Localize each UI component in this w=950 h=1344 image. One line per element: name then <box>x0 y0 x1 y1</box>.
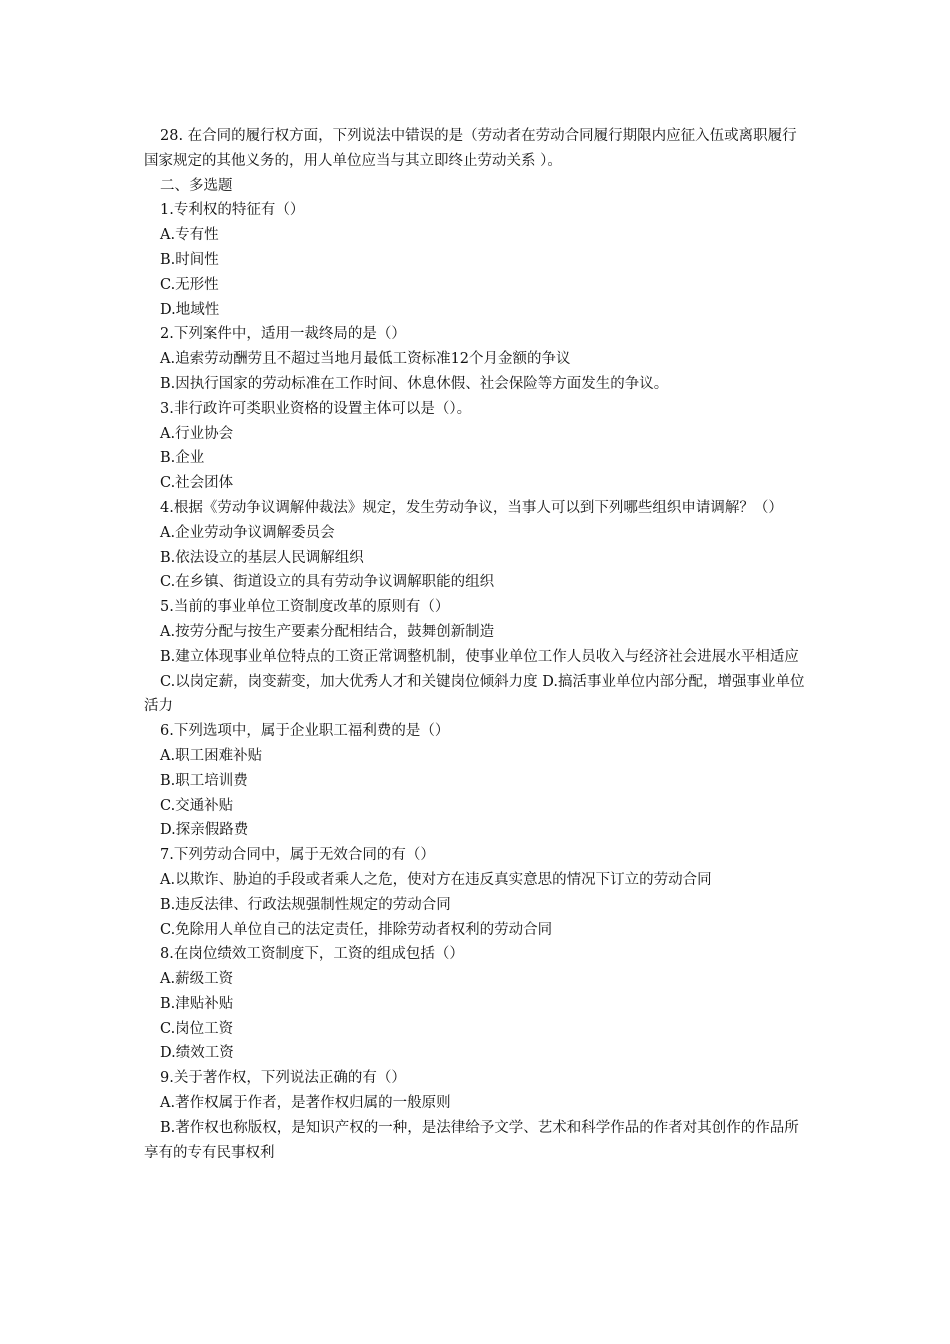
text-line: C.无形性 <box>160 276 219 293</box>
text-line: B.津贴补贴 <box>160 995 234 1012</box>
text-line: C.在乡镇、街道设立的具有劳动争议调解职能的组织 <box>160 574 495 591</box>
text-line: B.企业 <box>160 450 205 467</box>
text-line: B.建立体现事业单位特点的工资正常调整机制，使事业单位工作人员收入与经济社会进展水平相适应 <box>160 648 799 665</box>
text-line: A.以欺诈、胁迫的手段或者乘人之危，使对方在违反真实意思的情况下订立的劳动合同 <box>160 871 712 888</box>
text-line: 6.下列选项中，属于企业职工福利费的是（） <box>160 723 450 740</box>
text-line: A.薪级工资 <box>160 971 234 988</box>
text-line: D.地域性 <box>160 301 220 318</box>
text-line: 8.在岗位绩效工资制度下，工资的组成包括（） <box>160 946 464 963</box>
text-line: B.著作权也称版权，是知识产权的一种，是法律给予文学、艺术和科学作品的作者对其创作的作品所享有的专有民事权利 <box>144 1119 799 1161</box>
text-line: C.交通补贴 <box>160 797 234 814</box>
text-line: A.专有性 <box>160 227 219 244</box>
text-line: A.著作权属于作者，是著作权归属的一般原则 <box>160 1095 451 1112</box>
text-line: C.以岗定薪，岗变薪变，加大优秀人才和关键岗位倾斜力度 D.搞活事业单位内部分配，增强事业单位活力 <box>144 673 805 715</box>
text-line: B.依法设立的基层人民调解组织 <box>160 549 364 566</box>
text-line: C.岗位工资 <box>160 1020 234 1037</box>
text-line: A.按劳分配与按生产要素分配相结合，鼓舞创新制造 <box>160 623 495 640</box>
text-line: 二、多选题 <box>160 177 233 194</box>
text-line: 2.下列案件中，适用一裁终局的是（） <box>160 326 406 343</box>
text-line: 9.关于著作权，下列说法正确的有（） <box>160 1070 406 1087</box>
text-line: 1.专利权的特征有（） <box>160 202 305 219</box>
text-line: 4.根据《劳动争议调解仲裁法》规定，发生劳动争议，当事人可以到下列哪些组织申请调解？（） <box>160 499 783 516</box>
text-line: 3.非行政许可类职业资格的设置主体可以是（）。 <box>160 400 472 417</box>
text-line: 28. 在合同的履行权方面，下列说法中错误的是（劳动者在劳动合同履行期限内应征入伍或离职履行国家规定的其他义务的，用人单位应当与其立即终止劳动关系 ）。 <box>144 128 797 169</box>
text-line: B.职工培训费 <box>160 772 248 789</box>
text-line: C.免除用人单位自己的法定责任，排除劳动者权利的劳动合同 <box>160 921 553 938</box>
text-line: 5.当前的事业单位工资制度改革的原则有（） <box>160 599 450 616</box>
text-line: B.因执行国家的劳动标准在工作时间、休息休假、社会保险等方面发生的争议。 <box>160 375 669 392</box>
text-line: A.追索劳动酬劳且不超过当地月最低工资标准12个月金额的争议 <box>160 351 571 368</box>
text-line: A.企业劳动争议调解委员会 <box>160 524 335 541</box>
text-line: B.时间性 <box>160 251 219 268</box>
text-line: D.探亲假路费 <box>160 822 249 839</box>
text-line: C.社会团体 <box>160 475 234 492</box>
text-line: A.职工困难补贴 <box>160 747 263 764</box>
text-line: 7.下列劳动合同中，属于无效合同的有（） <box>160 847 435 864</box>
text-line: B.违反法律、行政法规强制性规定的劳动合同 <box>160 896 451 913</box>
document-page <box>144 124 810 1165</box>
text-line: D.绩效工资 <box>160 1045 234 1062</box>
text-line: A.行业协会 <box>160 425 234 442</box>
